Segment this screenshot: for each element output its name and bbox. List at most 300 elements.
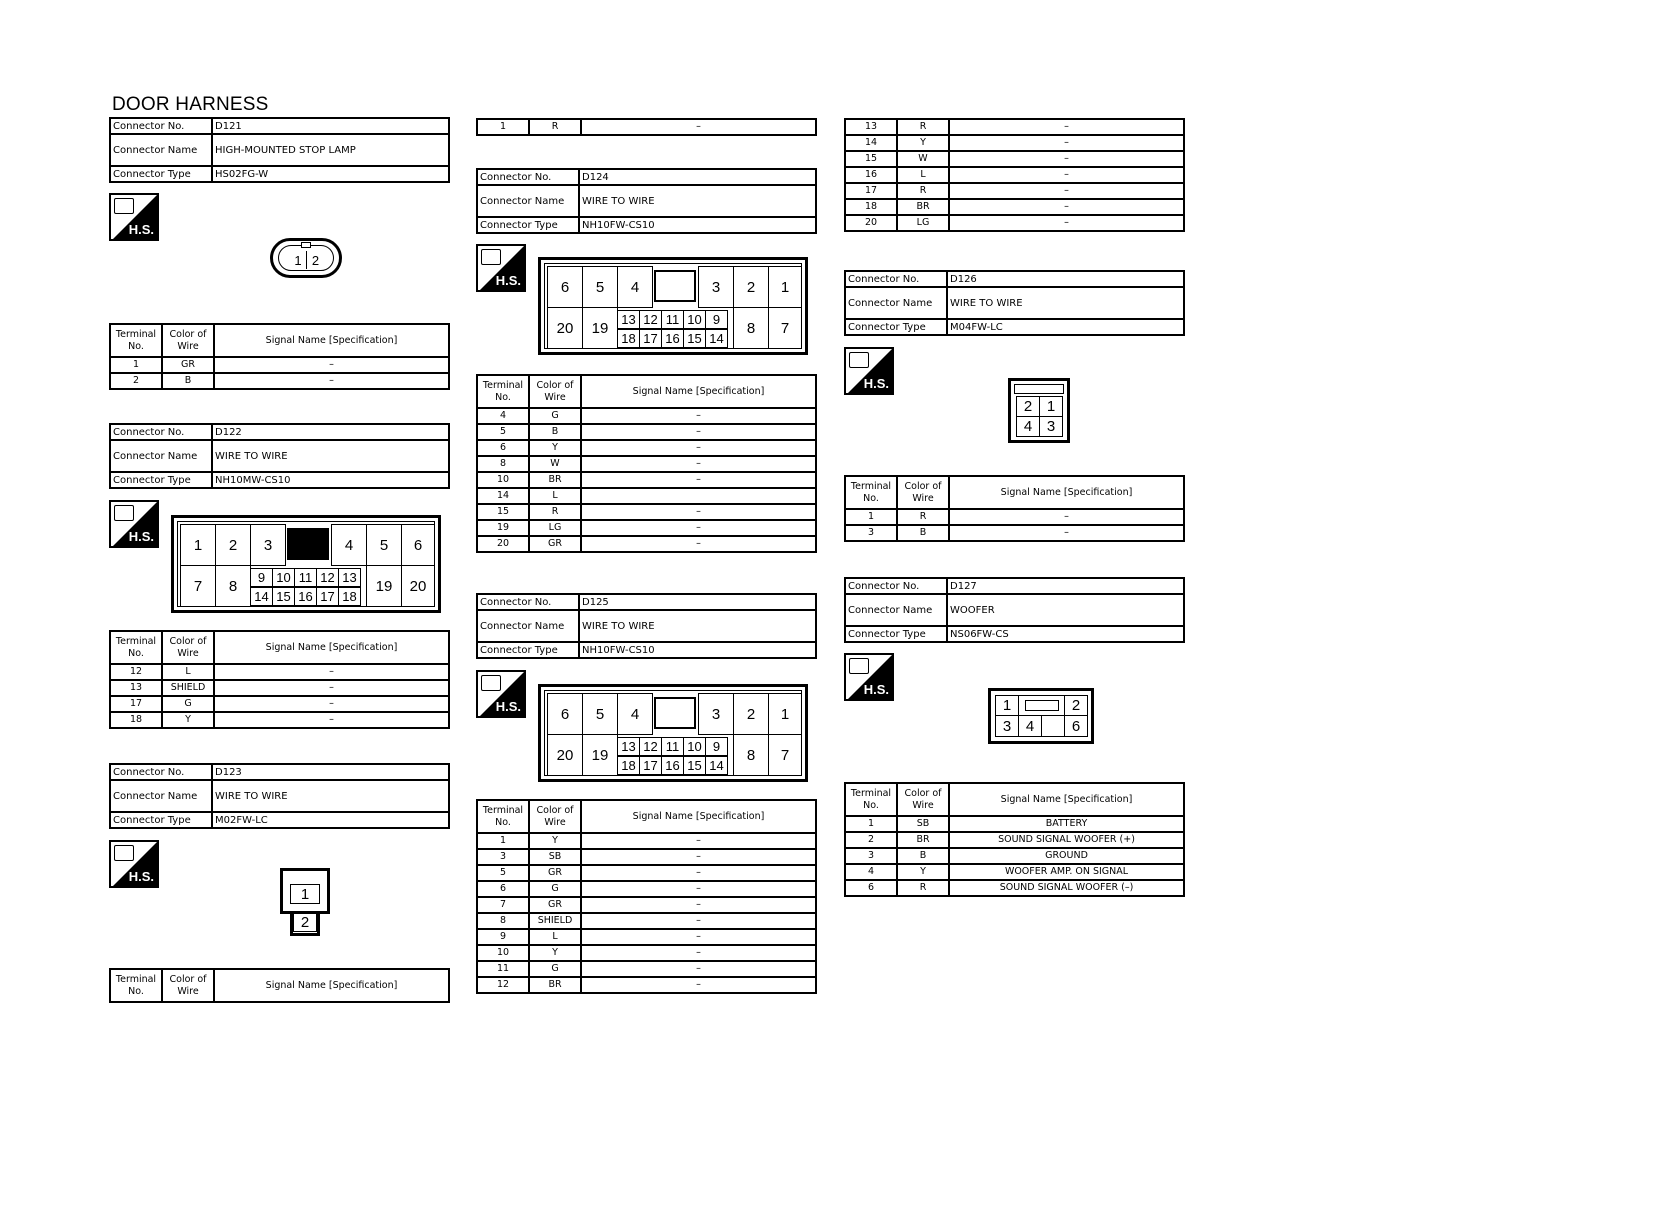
table-cell: G <box>162 696 214 712</box>
d124-pin: 1 <box>768 266 802 308</box>
table-cell: 17 <box>110 696 162 712</box>
connector-no-label: Connector No. <box>477 169 579 185</box>
d126-connector-no: D126 <box>947 271 1184 287</box>
d127-pin: 6 <box>1064 715 1088 737</box>
d125-pin: 16 <box>661 756 684 775</box>
d125-pin: 9 <box>705 737 728 756</box>
table-cell: G <box>529 408 581 424</box>
d127-connector-name: WOOFER <box>947 594 1184 626</box>
connector-type-label: Connector Type <box>477 642 579 658</box>
table-row <box>845 864 1184 880</box>
terminal-no-header: Terminal No. <box>845 783 897 816</box>
signal-name-header: Signal Name [Specification] <box>214 969 449 1002</box>
table-cell: – <box>581 520 816 536</box>
table-cell: – <box>581 865 816 881</box>
d122-pin: 11 <box>294 568 317 587</box>
terminal-no-header: Terminal No. <box>110 969 162 1002</box>
table-cell: 11 <box>477 961 529 977</box>
connector-type-label: Connector Type <box>110 812 212 828</box>
d125-pin: 15 <box>683 756 706 775</box>
d127-signal-table <box>844 782 1185 897</box>
d124-pin: 3 <box>698 266 734 308</box>
table-cell: – <box>949 135 1184 151</box>
d125-signal-table-continued <box>844 118 1185 232</box>
d122-pin: 2 <box>215 524 251 566</box>
table-cell: SB <box>529 849 581 865</box>
signal-name-header: Signal Name [Specification] <box>581 375 816 408</box>
table-row <box>845 832 1184 848</box>
table-cell: 1 <box>110 357 162 373</box>
table-row <box>845 816 1184 832</box>
d122-connector-type: NH10MW-CS10 <box>212 472 449 488</box>
table-row <box>477 833 816 849</box>
table-cell: 5 <box>477 865 529 881</box>
table-cell: 2 <box>845 832 897 848</box>
table-cell: R <box>529 504 581 520</box>
table-row <box>845 215 1184 231</box>
terminal-no-header: Terminal No. <box>477 800 529 833</box>
table-cell: 13 <box>110 680 162 696</box>
d122-pin: 4 <box>331 524 367 566</box>
page-title: DOOR HARNESS <box>112 94 269 115</box>
d124-signal-table <box>476 374 817 553</box>
table-cell: – <box>581 977 816 993</box>
table-cell: – <box>949 151 1184 167</box>
connector-no-label: Connector No. <box>845 271 947 287</box>
d125-pin: 5 <box>582 693 618 735</box>
color-of-wire-header: Color of Wire <box>529 800 581 833</box>
connector-name-label: Connector Name <box>477 610 579 642</box>
table-cell: 1 <box>477 833 529 849</box>
table-cell: R <box>529 119 581 135</box>
d125-pin: 19 <box>582 734 618 776</box>
hs-icon <box>109 193 159 241</box>
table-cell: B <box>897 848 949 864</box>
d125-connector-name: WIRE TO WIRE <box>579 610 816 642</box>
d124-connector-no: D124 <box>579 169 816 185</box>
d122-pin: 12 <box>316 568 339 587</box>
d126-pin: 4 <box>1016 416 1040 437</box>
color-of-wire-header: Color of Wire <box>897 783 949 816</box>
table-row <box>477 913 816 929</box>
table-cell: G <box>529 961 581 977</box>
table-cell: 3 <box>477 849 529 865</box>
table-row <box>477 961 816 977</box>
d125-pin: 14 <box>705 756 728 775</box>
hs-label: H.S. <box>863 682 889 697</box>
d122-pin: 18 <box>338 587 361 606</box>
table-cell: – <box>949 215 1184 231</box>
table-cell: – <box>214 712 449 728</box>
d127-pin: 3 <box>995 715 1019 737</box>
d125-connector-type: NH10FW-CS10 <box>579 642 816 658</box>
hs-icon <box>109 500 159 548</box>
table-row <box>477 408 816 424</box>
d127-connector-no: D127 <box>947 578 1184 594</box>
table-cell: Y <box>529 833 581 849</box>
color-of-wire-header: Color of Wire <box>529 375 581 408</box>
d124-header-table <box>476 168 817 234</box>
d127-pin: 4 <box>1018 715 1042 737</box>
d124-pin: 17 <box>639 329 662 348</box>
d122-pin: 20 <box>401 565 435 607</box>
d127-connector-type: NS06FW-CS <box>947 626 1184 642</box>
d125-pin: 6 <box>547 693 583 735</box>
d122-pin: 5 <box>366 524 402 566</box>
d121-signal-table <box>109 323 450 390</box>
d125-pin: 11 <box>661 737 684 756</box>
table-row <box>845 848 1184 864</box>
table-cell: – <box>949 167 1184 183</box>
table-row <box>845 183 1184 199</box>
table-cell: Y <box>162 712 214 728</box>
color-of-wire-header: Color of Wire <box>897 476 949 509</box>
connector-no-label: Connector No. <box>110 764 212 780</box>
d121-pin: 1 <box>290 251 307 269</box>
table-row <box>477 945 816 961</box>
d126-connector-name: WIRE TO WIRE <box>947 287 1184 319</box>
table-cell: 18 <box>845 199 897 215</box>
terminal-no-header: Terminal No. <box>477 375 529 408</box>
table-row <box>110 680 449 696</box>
table-row <box>477 849 816 865</box>
table-cell: – <box>949 183 1184 199</box>
table-cell: GROUND <box>949 848 1184 864</box>
d123-pin: 1 <box>290 884 320 904</box>
table-cell: LG <box>897 215 949 231</box>
table-cell: 8 <box>477 456 529 472</box>
hs-label: H.S. <box>495 699 521 714</box>
table-cell: – <box>949 509 1184 525</box>
table-row <box>845 199 1184 215</box>
d124-pin: 4 <box>617 266 653 308</box>
table-row <box>477 424 816 440</box>
table-cell: 6 <box>477 881 529 897</box>
table-cell: 13 <box>845 119 897 135</box>
connector-name-label: Connector Name <box>110 780 212 812</box>
table-row <box>477 536 816 552</box>
table-cell: B <box>897 525 949 541</box>
d124-connector-diagram <box>538 257 808 355</box>
connector-name-label: Connector Name <box>110 134 212 166</box>
d123-signal-table-continued <box>476 118 817 136</box>
table-cell: – <box>214 696 449 712</box>
table-cell: R <box>897 183 949 199</box>
table-cell: 14 <box>845 135 897 151</box>
table-cell: 2 <box>110 373 162 389</box>
table-row <box>845 151 1184 167</box>
d125-header-table <box>476 593 817 659</box>
table-cell: BR <box>529 977 581 993</box>
d124-pin: 15 <box>683 329 706 348</box>
table-cell: 1 <box>845 509 897 525</box>
table-cell: 4 <box>845 864 897 880</box>
table-cell: 5 <box>477 424 529 440</box>
d122-pin: 3 <box>250 524 286 566</box>
d125-pin: 12 <box>639 737 662 756</box>
table-row <box>110 357 449 373</box>
hs-icon <box>109 840 159 888</box>
table-cell: W <box>529 456 581 472</box>
d127-connector-diagram <box>988 688 1094 744</box>
d124-pin: 19 <box>582 307 618 349</box>
table-cell: W <box>897 151 949 167</box>
d125-pin: 4 <box>617 693 653 735</box>
table-cell: – <box>581 913 816 929</box>
table-cell: BR <box>897 199 949 215</box>
table-cell: 18 <box>110 712 162 728</box>
table-cell: 16 <box>845 167 897 183</box>
table-cell: – <box>581 408 816 424</box>
table-cell: R <box>897 509 949 525</box>
table-row <box>477 881 816 897</box>
table-cell: – <box>214 680 449 696</box>
connector-name-label: Connector Name <box>110 440 212 472</box>
table-cell: 9 <box>477 929 529 945</box>
d124-pin: 9 <box>705 310 728 329</box>
d124-pin: 11 <box>661 310 684 329</box>
table-cell: – <box>581 504 816 520</box>
table-cell: Y <box>529 440 581 456</box>
table-cell: LG <box>529 520 581 536</box>
table-cell: 20 <box>845 215 897 231</box>
d124-connector-type: NH10FW-CS10 <box>579 217 816 233</box>
table-cell: – <box>581 881 816 897</box>
d125-pin: 18 <box>617 756 640 775</box>
d125-pin: 17 <box>639 756 662 775</box>
table-cell: SOUND SIGNAL WOOFER (+) <box>949 832 1184 848</box>
d127-latch <box>1018 695 1065 716</box>
table-cell: L <box>529 488 581 504</box>
table-cell: 1 <box>477 119 529 135</box>
d126-pin: 2 <box>1016 396 1040 417</box>
table-cell: B <box>162 373 214 389</box>
d124-pin: 5 <box>582 266 618 308</box>
hs-icon <box>476 670 526 718</box>
table-cell: Y <box>529 945 581 961</box>
hs-icon <box>844 653 894 701</box>
connector-name-label: Connector Name <box>477 185 579 217</box>
table-cell: L <box>162 664 214 680</box>
table-row <box>477 520 816 536</box>
d127-pin-empty <box>1041 715 1065 737</box>
d123-connector-name: WIRE TO WIRE <box>212 780 449 812</box>
table-cell: – <box>581 961 816 977</box>
table-cell <box>581 488 816 504</box>
terminal-no-header: Terminal No. <box>110 631 162 664</box>
table-cell: 1 <box>845 816 897 832</box>
table-cell: WOOFER AMP. ON SIGNAL <box>949 864 1184 880</box>
d125-connector-diagram <box>538 684 808 782</box>
table-cell: BR <box>529 472 581 488</box>
d125-pin: 10 <box>683 737 706 756</box>
table-row <box>110 712 449 728</box>
table-row <box>110 664 449 680</box>
table-cell: 3 <box>845 525 897 541</box>
hs-icon <box>476 244 526 292</box>
table-cell: L <box>897 167 949 183</box>
table-cell: GR <box>529 536 581 552</box>
d122-pin: 19 <box>366 565 402 607</box>
d123-connector-type: M02FW-LC <box>212 812 449 828</box>
table-cell: – <box>581 929 816 945</box>
table-cell: 10 <box>477 945 529 961</box>
table-row <box>845 167 1184 183</box>
d122-pin: 7 <box>180 565 216 607</box>
d124-pin: 16 <box>661 329 684 348</box>
connector-type-label: Connector Type <box>110 166 212 182</box>
d121-connector-name: HIGH-MOUNTED STOP LAMP <box>212 134 449 166</box>
table-cell: 7 <box>477 897 529 913</box>
table-cell: – <box>581 119 816 135</box>
table-cell: Y <box>897 135 949 151</box>
d127-header-table <box>844 577 1185 643</box>
signal-name-header: Signal Name [Specification] <box>949 476 1184 509</box>
hs-label: H.S. <box>863 376 889 391</box>
d124-pin: 7 <box>768 307 802 349</box>
d125-pin: 3 <box>698 693 734 735</box>
d121-pin: 2 <box>311 252 320 268</box>
table-row <box>845 880 1184 896</box>
table-cell: – <box>581 536 816 552</box>
d122-pin: 6 <box>401 524 435 566</box>
d123-pin: 2 <box>293 912 317 932</box>
table-cell: R <box>897 119 949 135</box>
table-row <box>477 977 816 993</box>
table-cell: GR <box>162 357 214 373</box>
d122-pin: 15 <box>272 587 295 606</box>
signal-name-header: Signal Name [Specification] <box>214 324 449 357</box>
table-row <box>477 472 816 488</box>
connector-type-label: Connector Type <box>845 626 947 642</box>
table-cell: 15 <box>845 151 897 167</box>
d122-pin: 16 <box>294 587 317 606</box>
table-cell: SHIELD <box>529 913 581 929</box>
table-row <box>845 119 1184 135</box>
table-cell: L <box>529 929 581 945</box>
d125-signal-table <box>476 799 817 994</box>
d122-pin: 13 <box>338 568 361 587</box>
table-cell: – <box>581 897 816 913</box>
d124-connector-name: WIRE TO WIRE <box>579 185 816 217</box>
table-cell: 17 <box>845 183 897 199</box>
table-cell: – <box>214 664 449 680</box>
d122-header-table <box>109 423 450 489</box>
d123-header-table <box>109 763 450 829</box>
d124-key-slot <box>654 270 696 302</box>
color-of-wire-header: Color of Wire <box>162 324 214 357</box>
connector-no-label: Connector No. <box>110 118 212 134</box>
d124-pin: 10 <box>683 310 706 329</box>
terminal-no-header: Terminal No. <box>110 324 162 357</box>
color-of-wire-header: Color of Wire <box>162 631 214 664</box>
table-cell: – <box>214 357 449 373</box>
table-cell: – <box>949 119 1184 135</box>
d125-pin: 20 <box>547 734 583 776</box>
d126-connector-diagram <box>1008 378 1070 443</box>
table-row <box>477 929 816 945</box>
table-cell: 20 <box>477 536 529 552</box>
d127-pin: 2 <box>1064 695 1088 716</box>
table-cell: 14 <box>477 488 529 504</box>
d125-pin: 1 <box>768 693 802 735</box>
connector-type-label: Connector Type <box>477 217 579 233</box>
table-row <box>110 696 449 712</box>
d122-signal-table <box>109 630 450 729</box>
signal-name-header: Signal Name [Specification] <box>949 783 1184 816</box>
d123-connector-diagram <box>280 868 330 936</box>
hs-label: H.S. <box>128 222 154 237</box>
connector-no-label: Connector No. <box>477 594 579 610</box>
table-cell: 10 <box>477 472 529 488</box>
table-cell: R <box>897 880 949 896</box>
table-cell: 15 <box>477 504 529 520</box>
connector-name-label: Connector Name <box>845 594 947 626</box>
table-row <box>845 509 1184 525</box>
hs-icon <box>844 347 894 395</box>
table-cell: 19 <box>477 520 529 536</box>
d122-pin: 8 <box>215 565 251 607</box>
table-row <box>110 373 449 389</box>
table-cell: 12 <box>477 977 529 993</box>
table-cell: – <box>949 525 1184 541</box>
d125-pin: 2 <box>733 693 769 735</box>
table-cell: GR <box>529 865 581 881</box>
table-cell: 4 <box>477 408 529 424</box>
d125-pin: 8 <box>733 734 769 776</box>
table-cell: SB <box>897 816 949 832</box>
signal-name-header: Signal Name [Specification] <box>214 631 449 664</box>
table-cell: – <box>581 424 816 440</box>
table-row <box>477 504 816 520</box>
d121-connector-type: HS02FG-W <box>212 166 449 182</box>
d124-pin: 6 <box>547 266 583 308</box>
d121-header-table <box>109 117 450 183</box>
table-row <box>845 525 1184 541</box>
d122-connector-name: WIRE TO WIRE <box>212 440 449 472</box>
d125-key-slot <box>654 697 696 729</box>
table-cell: – <box>581 833 816 849</box>
d121-connector-diagram <box>270 238 342 278</box>
table-row <box>477 865 816 881</box>
d124-pin: 14 <box>705 329 728 348</box>
d122-connector-diagram <box>171 515 441 613</box>
table-cell: – <box>581 849 816 865</box>
d122-pin: 1 <box>180 524 216 566</box>
d122-key-block <box>287 528 329 560</box>
table-cell: SHIELD <box>162 680 214 696</box>
table-cell: 6 <box>477 440 529 456</box>
connector-type-label: Connector Type <box>110 472 212 488</box>
signal-name-header: Signal Name [Specification] <box>581 800 816 833</box>
d124-pin: 8 <box>733 307 769 349</box>
hs-label: H.S. <box>495 273 521 288</box>
connector-name-label: Connector Name <box>845 287 947 319</box>
d126-pin: 3 <box>1039 416 1063 437</box>
d122-pin: 9 <box>250 568 273 587</box>
table-cell: – <box>581 440 816 456</box>
terminal-no-header: Terminal No. <box>845 476 897 509</box>
table-cell: 12 <box>110 664 162 680</box>
table-cell: – <box>581 945 816 961</box>
table-cell: G <box>529 881 581 897</box>
hs-label: H.S. <box>128 869 154 884</box>
table-cell: SOUND SIGNAL WOOFER (–) <box>949 880 1184 896</box>
d127-pin: 1 <box>995 695 1019 716</box>
table-cell: 8 <box>477 913 529 929</box>
d122-connector-no: D122 <box>212 424 449 440</box>
d126-header-table <box>844 270 1185 336</box>
